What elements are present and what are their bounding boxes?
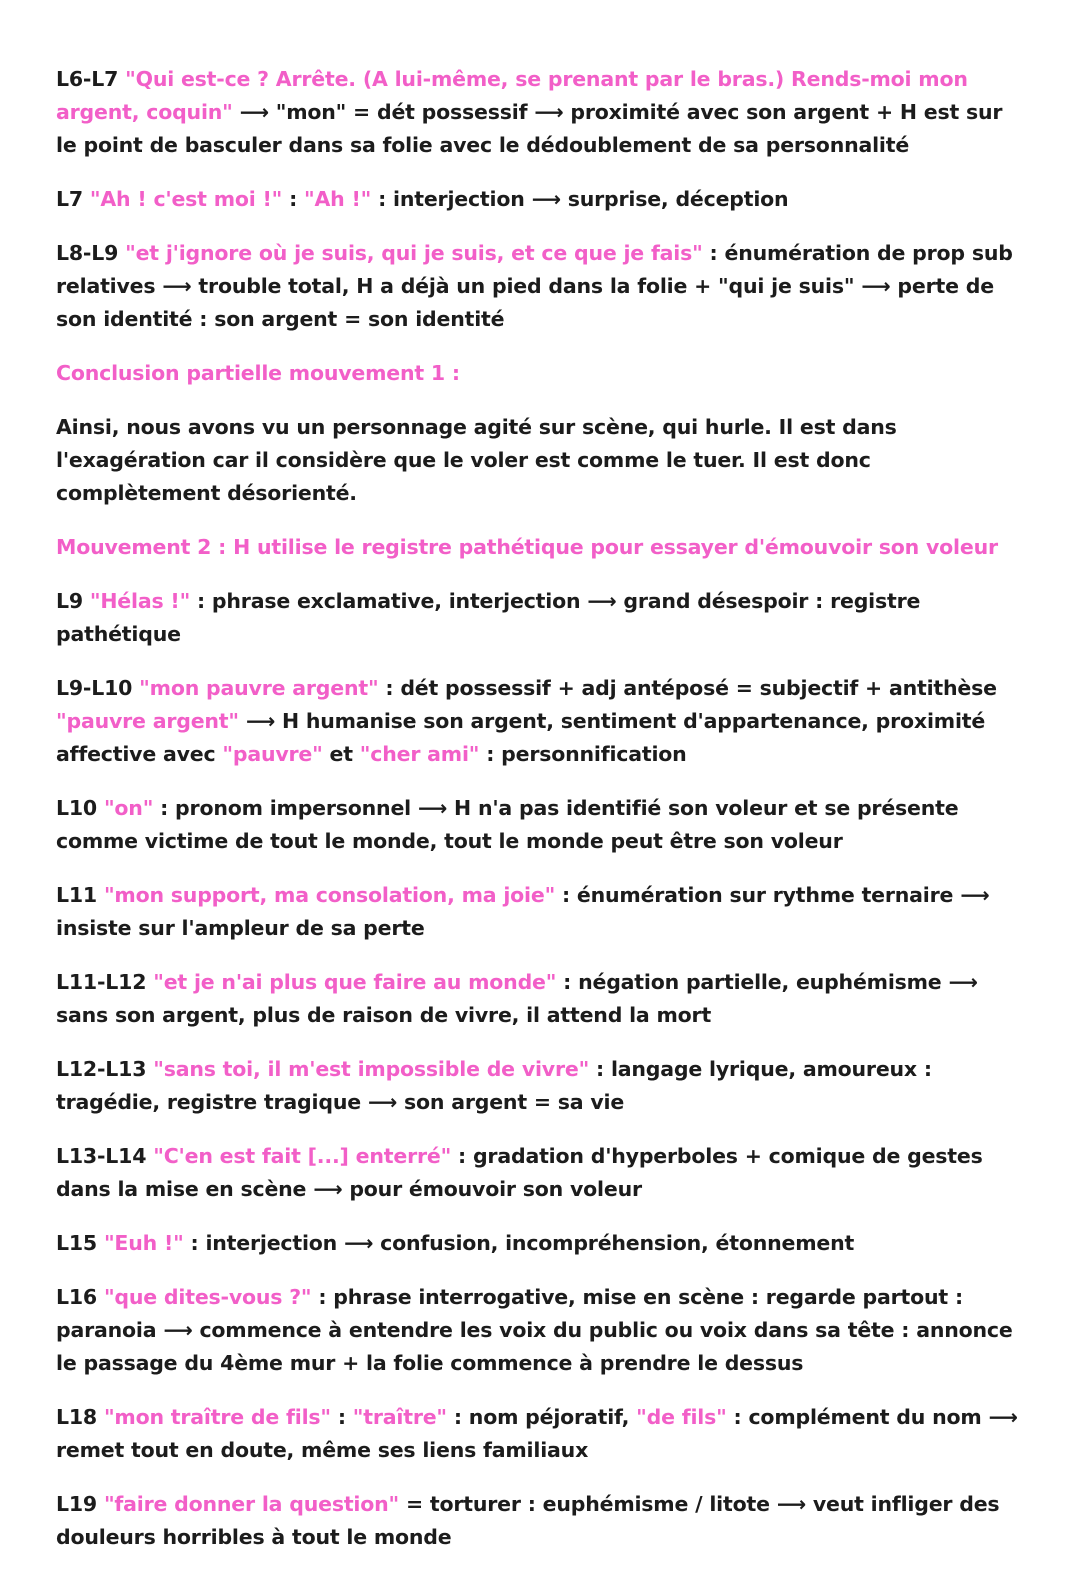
quote-highlight: "que dites-vous ?" [103, 1285, 312, 1309]
quote-highlight: "Qui est-ce ? Arrête. (A lui-même, se prenant par le bras.) Rends-moi mon argent, coquin" [56, 67, 968, 124]
text-segment: L6-L7 [56, 67, 126, 91]
quote-highlight: "mon pauvre argent" [139, 676, 379, 700]
paragraph [56, 1227, 1024, 1260]
paragraph [56, 1401, 1024, 1467]
text-segment: Mouvement 2 : H utilise le registre pathétique pour essayer d'émouvoir son voleur [56, 535, 998, 559]
text-segment: et [322, 742, 360, 766]
quote-highlight: "de fils" [636, 1405, 727, 1429]
text-segment: L11 [56, 883, 104, 907]
paragraph [56, 966, 1024, 1032]
text-segment: = torturer : euphémisme / litote ⟶ veut infliger des douleurs horribles à tout le monde [56, 1492, 1000, 1549]
text-segment: : gradation d'hyperboles + comique de gestes dans la mise en scène ⟶ pour émouvoir son voleur [56, 1144, 983, 1201]
quote-highlight: "cher ami" [359, 742, 480, 766]
text-segment: : complément du nom ⟶ remet tout en doute, même ses liens familiaux [56, 1405, 1018, 1462]
quote-highlight: "on" [103, 796, 154, 820]
quote-highlight: "et je n'ai plus que faire au monde" [153, 970, 557, 994]
paragraph [56, 1053, 1024, 1119]
quote-highlight: "sans toi, il m'est impossible de vivre" [153, 1057, 590, 1081]
text-segment: : phrase exclamative, interjection ⟶ grand désespoir : registre pathétique [56, 589, 921, 646]
quote-highlight: "Hélas !" [89, 589, 191, 613]
quote-highlight: "faire donner la question" [103, 1492, 400, 1516]
paragraph [56, 63, 1024, 162]
text-segment: L9 [56, 589, 90, 613]
text-segment: : [330, 1405, 353, 1429]
quote-highlight: "traître" [352, 1405, 447, 1429]
paragraph [56, 1281, 1024, 1380]
text-segment: L7 [56, 187, 90, 211]
quote-highlight: "mon traître de fils" [103, 1405, 331, 1429]
text-segment: L13-L14 [56, 1144, 154, 1168]
document-content [56, 63, 1024, 1554]
text-segment: : énumération de prop sub relatives ⟶ trouble total, H a déjà un pied dans la folie + "qui je suis" ⟶ perte de son identité : son argent = son identité [56, 241, 1013, 331]
text-segment: : interjection ⟶ surprise, déception [371, 187, 789, 211]
paragraph [56, 792, 1024, 858]
text-segment: L16 [56, 1285, 104, 1309]
quote-highlight: "et j'ignore où je suis, qui je suis, et ce que je fais" [125, 241, 703, 265]
text-segment: L12-L13 [56, 1057, 154, 1081]
text-segment: Ainsi, nous avons vu un personnage agité sur scène, qui hurle. Il est dans l'exagération car il considère que le voler est comme le tuer. Il est donc complètement désorienté. [56, 415, 897, 505]
paragraph [56, 411, 1024, 510]
quote-highlight: "pauvre argent" [56, 709, 239, 733]
quote-highlight: "C'en est fait [...] enterré" [153, 1144, 452, 1168]
section-heading [56, 531, 1024, 564]
text-segment: L15 [56, 1231, 104, 1255]
paragraph [56, 1140, 1024, 1206]
text-segment: L18 [56, 1405, 104, 1429]
text-segment: ⟶ H humanise son argent, sentiment d'appartenance, proximité affective avec [56, 709, 986, 766]
quote-highlight: "mon support, ma consolation, ma joie" [103, 883, 556, 907]
text-segment: : interjection ⟶ confusion, incompréhension, étonnement [183, 1231, 855, 1255]
text-segment: L9-L10 [56, 676, 140, 700]
paragraph [56, 237, 1024, 336]
text-segment: : nom péjoratif, [446, 1405, 637, 1429]
paragraph [56, 183, 1024, 216]
text-segment: L19 [56, 1492, 104, 1516]
text-segment: : négation partielle, euphémisme ⟶ sans son argent, plus de raison de vivre, il attend la mort [56, 970, 978, 1027]
quote-highlight: "Ah !" [304, 187, 372, 211]
paragraph [56, 1488, 1024, 1554]
text-segment: ⟶ "mon" = dét possessif ⟶ proximité avec son argent + H est sur le point de basculer dans sa folie avec le dédoublement de sa personnalité [56, 100, 1003, 157]
paragraph [56, 672, 1024, 771]
text-segment: : pronom impersonnel ⟶ H n'a pas identifié son voleur et se présente comme victime de tout le monde, tout le monde peut être son voleur [56, 796, 959, 853]
quote-highlight: "Ah ! c'est moi !" [89, 187, 283, 211]
text-segment: Conclusion partielle mouvement 1 : [56, 361, 460, 385]
text-segment: : phrase interrogative, mise en scène : regarde partout : paranoia ⟶ commence à entendre les voix du public ou voix dans sa tête : annonce le passage du 4ème mur + la folie commence à prendre le dessus [56, 1285, 1013, 1375]
text-segment: : personnification [479, 742, 687, 766]
section-heading [56, 357, 1024, 390]
quote-highlight: "Euh !" [103, 1231, 184, 1255]
quote-highlight: "pauvre" [222, 742, 323, 766]
text-segment: : dét possessif + adj antéposé = subjectif + antithèse [378, 676, 997, 700]
text-segment: L10 [56, 796, 104, 820]
paragraph [56, 585, 1024, 651]
text-segment: : [282, 187, 305, 211]
paragraph [56, 879, 1024, 945]
text-segment: L8-L9 [56, 241, 126, 265]
text-segment: : langage lyrique, amoureux : tragédie, registre tragique ⟶ son argent = sa vie [56, 1057, 932, 1114]
text-segment: : énumération sur rythme ternaire ⟶ insiste sur l'ampleur de sa perte [56, 883, 990, 940]
text-segment: L11-L12 [56, 970, 154, 994]
